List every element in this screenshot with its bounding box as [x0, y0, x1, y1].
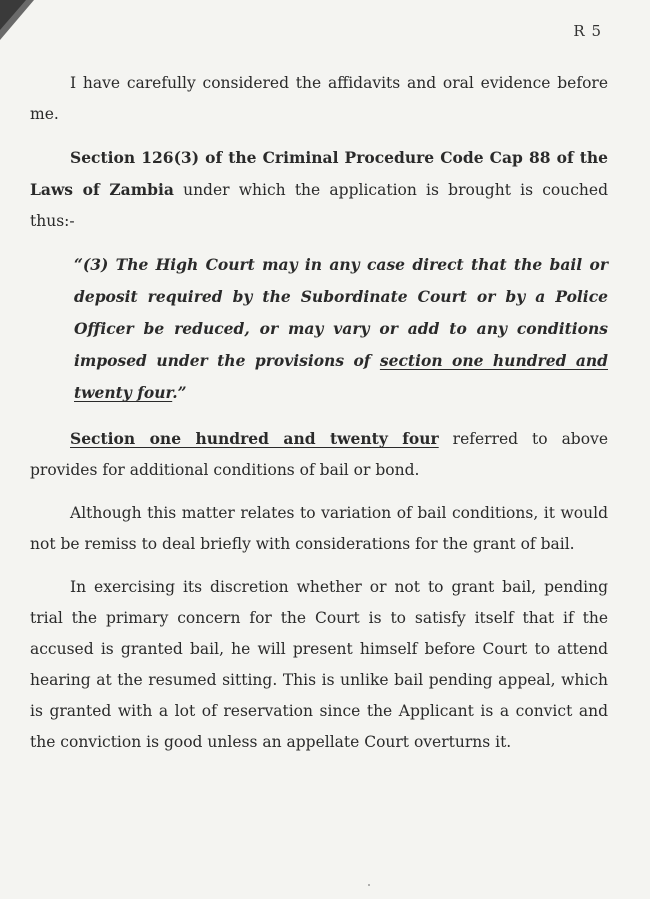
paragraph-section-126 — [30, 142, 608, 237]
quote-end: .” — [172, 383, 187, 402]
paragraph-text: referred to above provides for additional conditions of bail or bond. — [30, 430, 608, 479]
section-124-reference: Section one hundred and twenty four — [70, 429, 439, 448]
paragraph-discretion: In exercising its discretion whether or not to grant bail, pending trial the primary concern for the Court is to satisfy itself that if the accused is granted bail, he will present himself before Court to attend hearing at the resumed sitting. This is unlike bail pending appeal, which is granted with a lot of reservation since the Applicant is a convict and the conviction is good unless an appellate Court overturns it. — [30, 578, 608, 751]
paragraph-text: under which the application is brought is couched thus:- — [30, 181, 608, 230]
paragraph-considered: I have carefully considered the affidavits and oral evidence before me. — [30, 74, 608, 123]
scan-speck — [368, 884, 370, 886]
page-number: R 5 — [573, 22, 602, 40]
quote-text: “(3) The High Court may in any case direct that the bail or deposit required by the Subordinate Court or by a Police Officer be reduced, or may vary or add to any conditions imposed under the provisions of — [74, 255, 608, 370]
quoted-provision — [74, 249, 608, 409]
paragraph-variation: Although this matter relates to variation of bail conditions, it would not be remiss to deal briefly with considerations for the grant of bail. — [30, 504, 608, 553]
scan-corner-mark — [0, 0, 40, 46]
document-body — [30, 68, 608, 770]
paragraph-section-124 — [30, 423, 608, 486]
quote-underlined-text: section one hundred and twenty four — [74, 351, 608, 402]
statute-reference: Section 126(3) of the Criminal Procedure Code Cap 88 of the Laws of Zambia — [30, 148, 608, 199]
